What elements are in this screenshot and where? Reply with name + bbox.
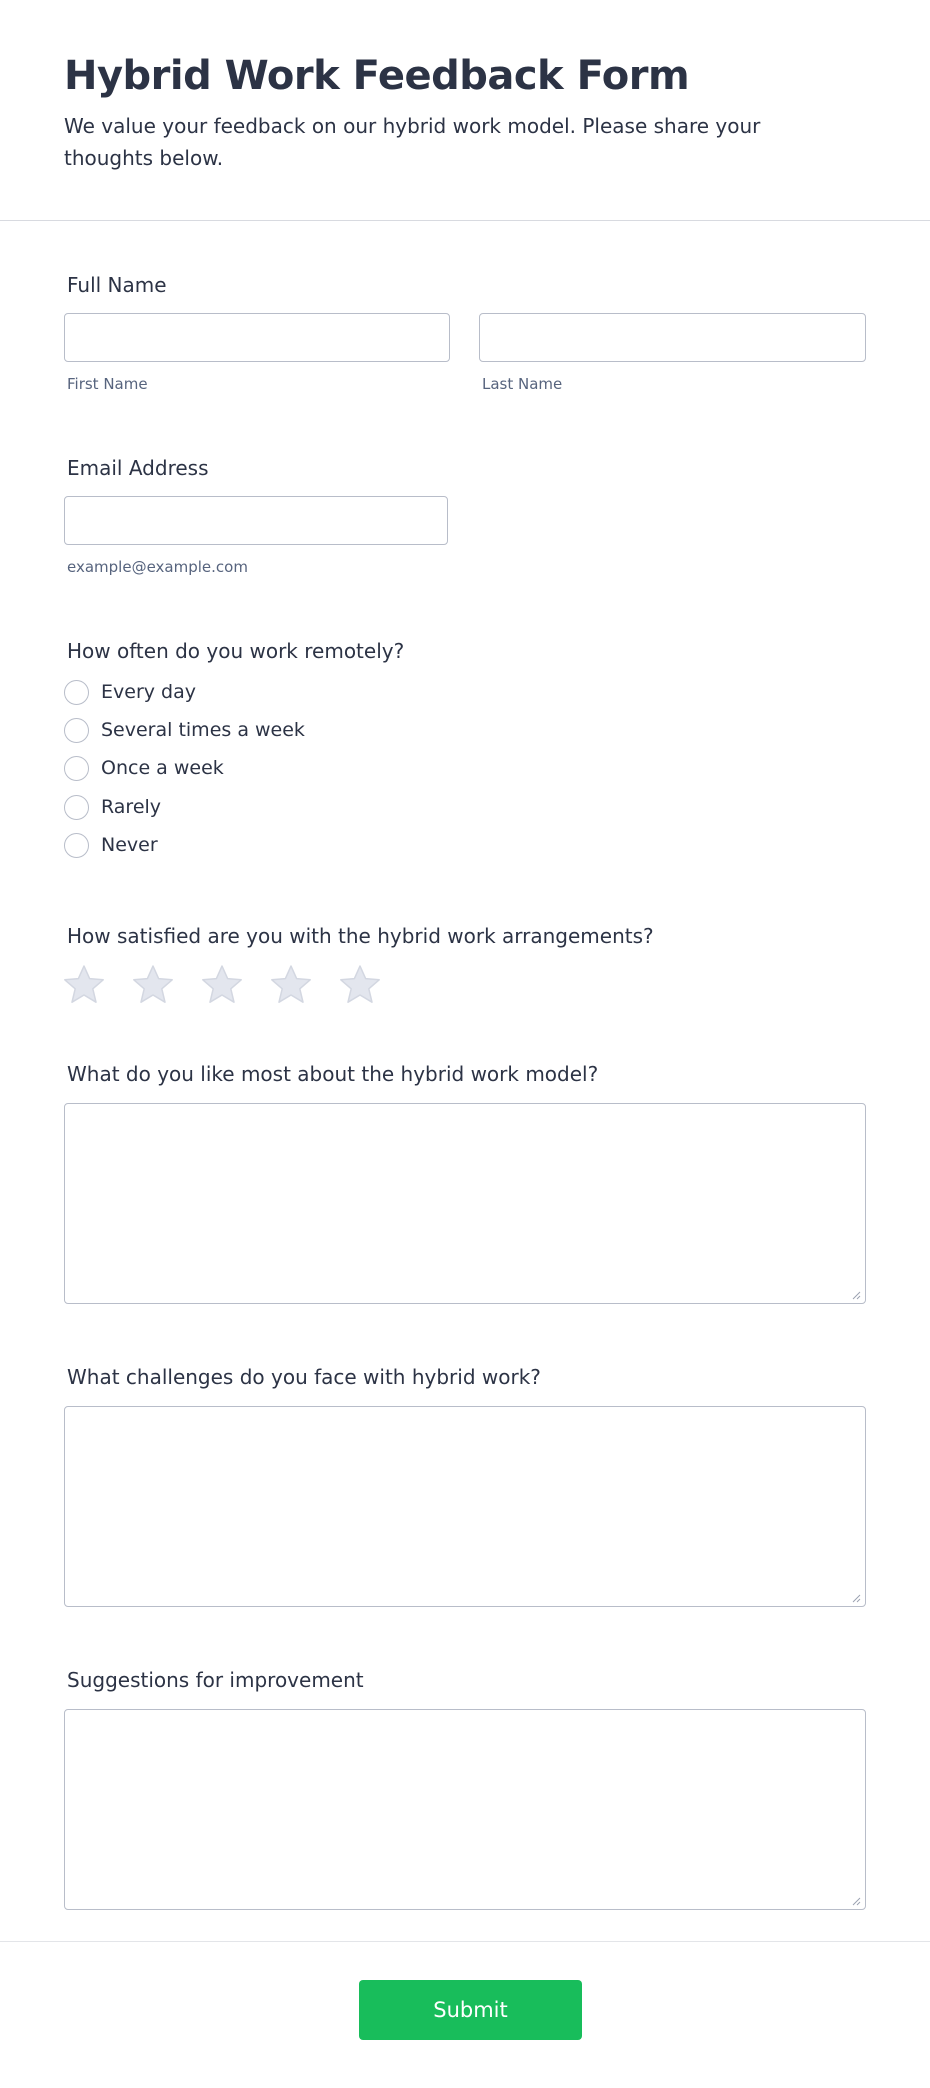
- suggestions-label: Suggestions for improvement: [67, 1668, 364, 1692]
- resize-handle-icon[interactable]: [851, 1896, 861, 1906]
- suggestions-textarea[interactable]: [64, 1709, 866, 1910]
- first-name-input[interactable]: [64, 313, 450, 362]
- full-name-label: Full Name: [67, 273, 167, 297]
- email-label: Email Address: [67, 456, 209, 480]
- star-rating-2-icon[interactable]: [132, 964, 174, 1006]
- likes-textarea[interactable]: [64, 1103, 866, 1304]
- satisfaction-label: How satisfied are you with the hybrid work arrangements?: [67, 924, 654, 948]
- last-name-sublabel: Last Name: [482, 375, 563, 393]
- challenges-textarea[interactable]: [64, 1406, 866, 1607]
- radio-button[interactable]: [64, 718, 89, 743]
- radio-button[interactable]: [64, 833, 89, 858]
- email-input[interactable]: [64, 496, 448, 545]
- radio-option-rarely[interactable]: Rarely: [64, 793, 161, 821]
- radio-option-several-times-a-week[interactable]: Several times a week: [64, 716, 305, 744]
- form-header: [0, 0, 930, 221]
- last-name-input[interactable]: [479, 313, 866, 362]
- submit-button[interactable]: Submit: [359, 1980, 582, 2040]
- star-rating-1-icon[interactable]: [63, 964, 105, 1006]
- email-sublabel: example@example.com: [67, 558, 248, 576]
- likes-label: What do you like most about the hybrid work model?: [67, 1062, 599, 1086]
- radio-button[interactable]: [64, 680, 89, 705]
- first-name-sublabel: First Name: [67, 375, 148, 393]
- challenges-label: What challenges do you face with hybrid work?: [67, 1365, 541, 1389]
- radio-option-once-a-week[interactable]: Once a week: [64, 754, 224, 782]
- form-footer: [0, 1941, 930, 2088]
- remote-frequency-label: How often do you work remotely?: [67, 639, 405, 663]
- form-title: Hybrid Work Feedback Form: [64, 53, 690, 99]
- radio-button[interactable]: [64, 795, 89, 820]
- resize-handle-icon[interactable]: [851, 1593, 861, 1603]
- resize-handle-icon[interactable]: [851, 1290, 861, 1300]
- radio-option-every-day[interactable]: Every day: [64, 678, 196, 706]
- form-subtitle: We value your feedback on our hybrid work model. Please share your thoughts below.: [64, 114, 761, 170]
- star-rating-4-icon[interactable]: [270, 964, 312, 1006]
- star-rating-3-icon[interactable]: [201, 964, 243, 1006]
- star-rating-5-icon[interactable]: [339, 964, 381, 1006]
- radio-option-never[interactable]: Never: [64, 831, 158, 859]
- radio-button[interactable]: [64, 756, 89, 781]
